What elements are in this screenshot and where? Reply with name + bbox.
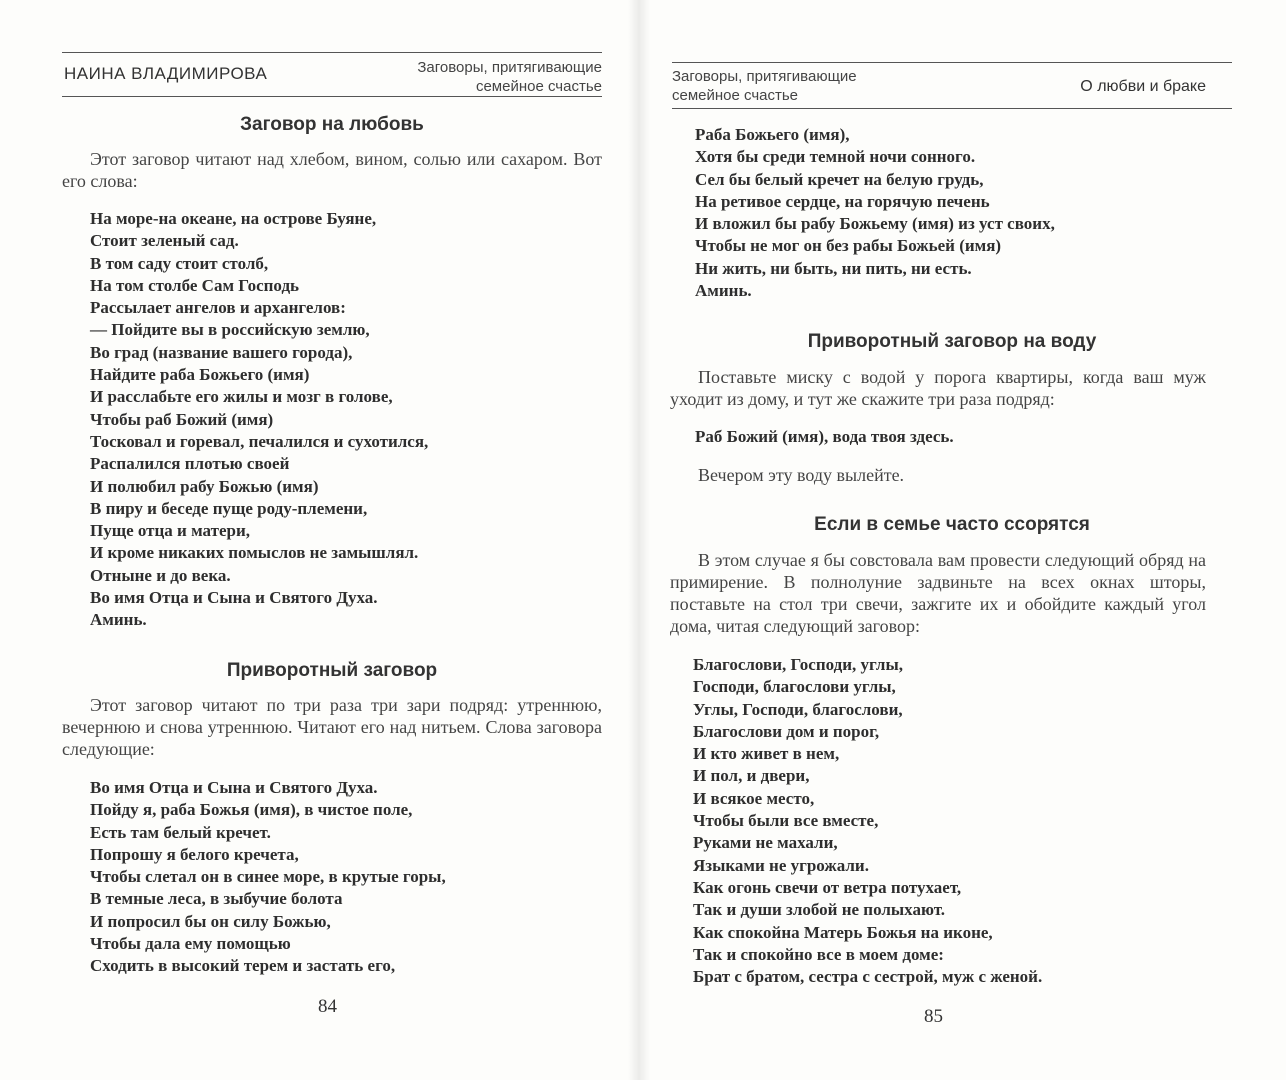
page-number: 85 (924, 1006, 943, 1027)
verse-line: И пол, и двери, (693, 766, 810, 786)
verse-line: И кто живет в нем, (693, 744, 840, 764)
verse-line: Сел бы белый кречет на белую грудь, (695, 169, 984, 189)
left-page (0, 0, 640, 1080)
verse-line: Чтобы слетал он в синее море, в крутые горы, (90, 867, 446, 887)
verse-line: Брат с братом, сестра с сестрой, муж с женой. (693, 967, 1043, 987)
header-author: НАИНА ВЛАДИМИРОВА (64, 64, 268, 83)
verse-line: Тосковал и горевал, печалился и сухотился, (90, 431, 429, 451)
verse-line: Как спокойна Матерь Божья на иконе, (693, 922, 993, 942)
section-intro: Поставьте миску с водой у порога квартиры, когда ваш муж уходит из дому, и тут же скажите три раза подряд: (670, 367, 1206, 409)
verse-line: Найдите раба Божьего (имя) (90, 365, 310, 385)
verse-line: В том саду стоит столб, (90, 253, 269, 273)
verse-line: И кроме никаких помыслов не замышлял. (90, 543, 419, 563)
verse-line: Хотя бы среди темной ночи сонного. (695, 147, 976, 167)
verse-line: Так и спокойно все в моем доме: (693, 944, 944, 964)
verse-line: И попросил бы он силу Божью, (90, 911, 331, 931)
verse-line: И всякое место, (693, 788, 815, 808)
section-outro: Вечером эту воду вылейте. (698, 465, 905, 485)
verse-line: Раба Божьего (имя), (695, 125, 850, 144)
verse-line: Стоит зеленый сад. (90, 231, 239, 251)
verse-block (90, 208, 428, 632)
verse-line: Есть там белый кречет. (90, 822, 271, 842)
verse-line: На том столбе Сам Господь (90, 275, 300, 295)
verse-block (695, 124, 1055, 302)
verse-line: Пуще отца и матери, (90, 521, 251, 541)
verse-line: И полюбил рабу Божью (имя) (90, 476, 319, 496)
verse-line: Чтобы раб Божий (имя) (90, 409, 274, 429)
verse-line: Раб Божий (имя), вода твоя здесь. (695, 427, 954, 446)
header-top-rule (62, 52, 602, 53)
verse-line: Как огонь свечи от ветра потухает, (693, 877, 962, 897)
verse-line: Во имя Отца и Сына и Святого Духа. (90, 778, 378, 797)
header-top-rule (672, 62, 1232, 63)
header-title-line2: семейное счастье (672, 87, 799, 104)
section-title: Приворотный заговор (226, 660, 438, 681)
header-title-line2: семейное счастье (475, 78, 602, 95)
verse-line: Благослови, Господи, углы, (693, 655, 903, 674)
verse-line: Во имя Отца и Сына и Святого Духа. (90, 588, 378, 608)
verse-line: Распалился плотью своей (90, 454, 290, 474)
header-title-line1: Заговоры, притягивающие (417, 59, 602, 76)
section-title: Если в семье часто ссорятся (814, 514, 1090, 535)
verse-block (693, 654, 1042, 988)
verse-line: Ни жить, ни быть, ни пить, ни есть. (695, 258, 972, 278)
verse-line: Во град (название вашего города), (90, 342, 353, 362)
right-page (640, 0, 1286, 1080)
section-intro: В этом случае я бы совстовала вам провести следующий обряд на примирение. В полнолуние задвиньте на всех окнах шторы, поставьте на стол три свечи, зажгите их и обойдите каждый угол дома, читая следующий заговор: (670, 550, 1206, 636)
header-book-title (672, 67, 857, 105)
verse-line: И расслабьте его жилы и мозг в голове, (90, 387, 393, 407)
verse-line: Так и души злобой не полыхают. (693, 900, 946, 920)
page-number: 84 (318, 996, 337, 1017)
verse-line: И вложил бы рабу Божьему (имя) из уст своих, (695, 214, 1055, 234)
verse-line: Чтобы дала ему помощью (90, 934, 291, 954)
book-gutter-shadow (628, 0, 650, 1080)
verse-line: Чтобы не мог он без рабы Божьей (имя) (695, 236, 1002, 256)
verse-line: Аминь. (90, 610, 147, 630)
verse-line: Господи, благослови углы, (693, 677, 896, 697)
header-title-line1: Заговоры, притягивающие (672, 68, 857, 85)
header-bottom-rule (672, 108, 1232, 109)
section-intro: Этот заговор читают по три раза три зари подряд: утреннюю, вечернюю и снова утреннюю. Читают его над нитьем. Слова заговора следующие: (62, 695, 602, 759)
section-title: Заговор на любовь (240, 114, 424, 135)
verse-line: Благослови дом и порог, (693, 721, 880, 741)
verse-line: Языками не угрожали. (693, 855, 869, 875)
verse-line: В темные леса, в зыбучие болота (90, 889, 343, 909)
verse-line: Рассылает ангелов и архангелов: (90, 298, 346, 318)
verse-line: В пиру и беседе пуще роду-племени, (90, 498, 368, 518)
header-bottom-rule (62, 96, 602, 97)
header-book-title (417, 58, 602, 96)
verse-line: Углы, Господи, благослови, (693, 699, 903, 719)
verse-line: Чтобы были все вместе, (693, 811, 879, 831)
verse-line: Аминь. (695, 281, 752, 301)
verse-line: — Пойдите вы в российскую землю, (90, 320, 370, 340)
verse-block (90, 777, 446, 978)
verse-line: Сходить в высокий терем и застать его, (90, 956, 396, 976)
verse-line: Пойду я, раба Божья (имя), в чистое поле, (90, 800, 413, 820)
verse-line: Руками не махали, (693, 833, 838, 853)
verse-line: На море-на океане, на острове Буяне, (90, 209, 377, 228)
section-title: Приворотный заговор на воду (807, 331, 1097, 352)
section-intro: Этот заговор читают над хлебом, вином, солью или сахаром. Вот его слова: (62, 149, 602, 191)
verse-line: Отныне и до века. (90, 565, 231, 585)
header-section-title: О любви и браке (1080, 78, 1206, 95)
verse-line: Попрошу я белого кречета, (90, 844, 299, 864)
verse-line: На ретивое сердце, на горячую печень (695, 191, 990, 211)
